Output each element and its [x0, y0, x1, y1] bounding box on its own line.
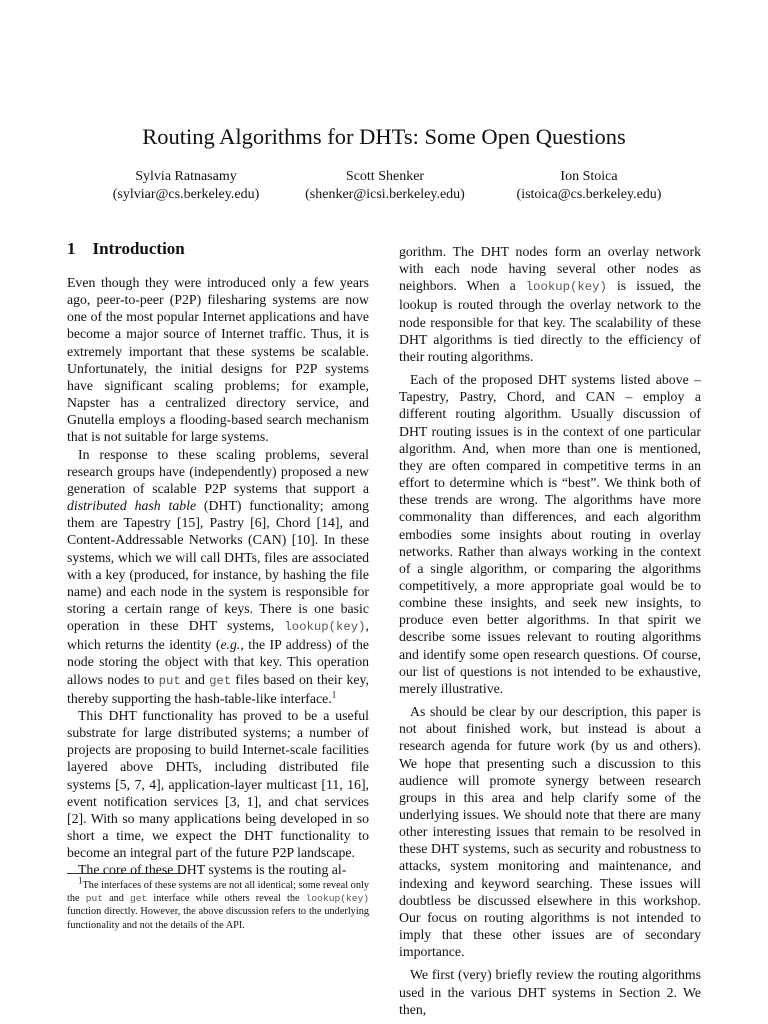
author-email: (istoica@cs.berkeley.edu)	[516, 187, 662, 202]
text-run: files based on their key, thereby supporting the hash-table-like interface.	[67, 671, 369, 706]
text-run: gorithm. The DHT nodes form an overlay network with each node having several other nodes as neighbors. When a	[399, 244, 701, 294]
code-get: get	[209, 673, 232, 688]
paragraph	[399, 243, 701, 365]
author-name: Sylvia Ratnasamy	[135, 169, 237, 184]
code-get: get	[130, 893, 148, 905]
paragraph: This DHT functionality has proved to be a useful substrate for large distributed systems; a number of projects are proposing to build Internet-scale facilities layered above DHTs, including distributed file systems [5, 7, 4], application-layer multicast [11, 16], event notification services [3, 1], and chat services [2]. With so many applications being developed in so short a time, we expect the DHT functionality to become an integral part of the future P2P landscape.	[67, 707, 369, 861]
footnote-divider	[67, 873, 185, 874]
code-lookup: lookup(key)	[305, 893, 370, 905]
section-title: Introduction	[92, 239, 185, 258]
code-lookup: lookup(key)	[284, 620, 366, 635]
paragraph: Each of the proposed DHT systems listed above – Tapestry, Pastry, Chord, and CAN – employ a different routing algorithm. Usually discussion of DHT routing issues is in the context of one particular algorithm. And, when more than one is mentioned, they are often compared in competitive terms in an effort to determine which is “best”. We think both of these trends are wrong. The algorithms have more commonality than differences, and each algorithm embodies some insights about routing in overlay networks. Rather than always working in the context of a single algorithm, or comparing the algorithms competitively, a more appropriate goal would be to combine these insights, and seek new insights, to produce even better algorithms. In that spirit we describe some issues relevant to routing algorithms and identify some open research questions. Of course, our list of questions is not intended to be exhaustive, merely illustrative.	[399, 372, 701, 696]
text-run: , which returns the identity (	[67, 618, 369, 653]
author-name: Scott Shenker	[345, 169, 425, 184]
text-run: , the IP address) of the node storing the object with that key. This operation allows nodes to	[67, 637, 369, 687]
author-email: (sylviar@cs.berkeley.edu)	[112, 187, 260, 202]
text-run: is issued, the lookup is routed through the overlay network to the node responsible for that key. The scalability of these DHT algorithms is tied directly to the efficiency of their routing algorithms.	[399, 278, 701, 364]
author-name: Ion Stoica	[560, 169, 618, 184]
author-2	[288, 168, 482, 204]
text-run: interface while others reveal the	[147, 893, 306, 905]
code-put: put	[158, 673, 181, 688]
text-run: and	[180, 671, 210, 687]
emphasis-text: distributed hash table	[67, 498, 197, 514]
paragraph: Even though they were introduced only a few years ago, peer-to-peer (P2P) filesharing systems are now one of the most popular Internet applications and have become a major source of Internet traffic. Thus, it is extremely important that these systems be scalable. Unfortunately, the initial designs for P2P systems have significant scaling problems; for example, Napster has a centralized directory service, and Gnutella employs a flooding-based search mechanism that is not suitable for large systems.	[67, 275, 369, 445]
text-run: The interfaces of these systems are not all identical; some reveal only the	[67, 880, 369, 905]
right-column	[399, 243, 701, 1018]
paragraph	[67, 446, 369, 707]
paragraph: We first (very) briefly review the routing algorithms used in the various DHT systems in Section 2. We then,	[399, 967, 701, 1017]
text-run: In response to these scaling problems, several research groups have (independently) proposed a new generation of scalable P2P systems that support a	[67, 446, 369, 496]
text-run: and	[102, 893, 131, 905]
paragraph: The core of these DHT systems is the routing al-	[78, 862, 347, 878]
footnote-marker: 1	[78, 875, 83, 886]
section-number: 1	[67, 239, 76, 258]
author-email: (shenker@icsi.berkeley.edu)	[305, 187, 465, 202]
code-lookup: lookup(key)	[525, 280, 607, 295]
code-put: put	[85, 893, 103, 905]
author-1	[96, 168, 276, 204]
footnote-marker: 1	[331, 689, 337, 700]
author-3	[496, 168, 682, 204]
paper-title: Routing Algorithms for DHTs: Some Open Questions	[142, 124, 626, 149]
paragraph: As should be clear by our description, this paper is not about finished work, but instead is about a research agenda for future work (by us and others). We hope that presenting such a discussion to this audience will promote synergy between research groups in this area and help clarify some of the underlying issues. We should note that there are many other interesting issues that remain to be resolved in these DHT systems, such as security and robustness to attacks, system monitoring and maintenance, and indexing and keyword searching. These issues will doubtless be discussed elsewhere in this workshop. Our focus on routing algorithms is not intended to imply that these other issues are of secondary importance.	[399, 704, 701, 960]
emphasis-text: e.g.	[220, 637, 241, 653]
section-heading	[67, 238, 185, 260]
left-column	[67, 274, 369, 878]
text-run: (DHT) functionality; among them are Tapestry [15], Pastry [6], Chord [14], and Content-Addressable Networks (CAN) [10]. In these systems, which we will call DHTs, files are associated with a key (produced, for instance, by hashing the file name) and each node in the system is responsible for storing a certain range of keys. There is one basic operation in these DHT systems,	[67, 498, 369, 634]
footnote	[67, 875, 370, 932]
text-run: function directly. However, the above discussion refers to the underlying functionality and not the details of the API.	[67, 906, 369, 931]
